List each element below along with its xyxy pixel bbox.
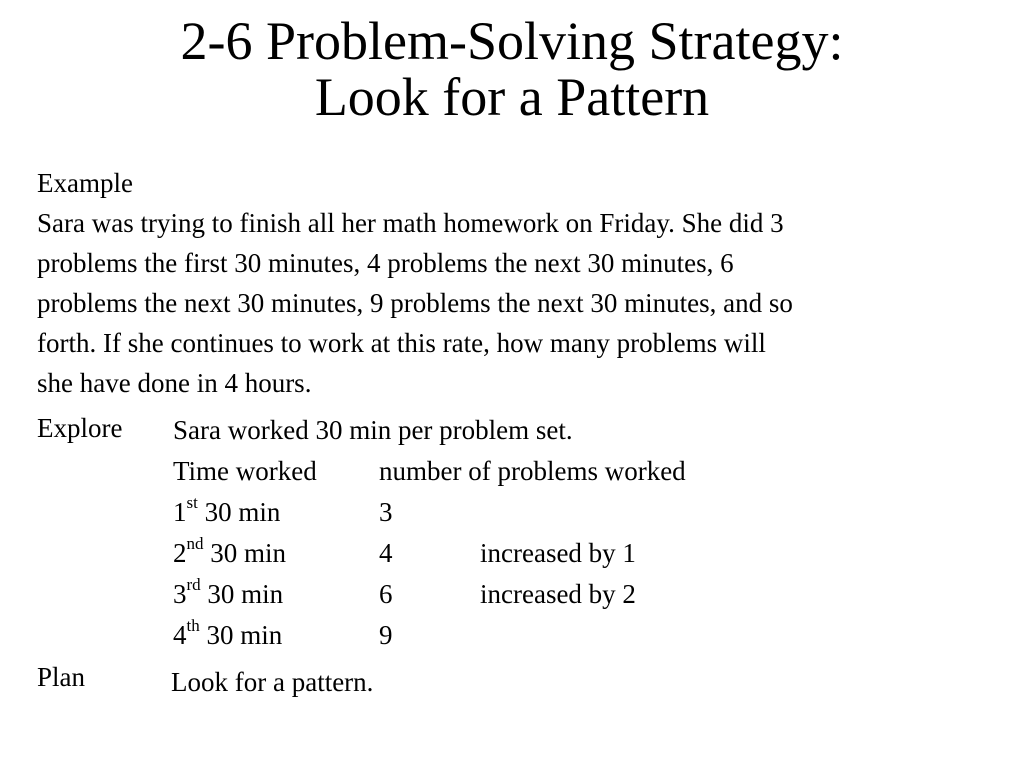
ordinal-suffix: rd	[186, 575, 201, 594]
count-cell: 3	[379, 497, 393, 527]
slide-title	[0, 11, 1024, 127]
problem-line: problems the next 30 minutes, 9 problems the next 30 minutes, and so	[37, 288, 793, 318]
title-line-1: 2-6 Problem-Solving Strategy:	[180, 11, 844, 71]
ordinal-suffix: nd	[186, 534, 204, 553]
time-cell	[173, 533, 286, 574]
table-row	[173, 533, 636, 574]
note-cell: increased by 1	[480, 538, 636, 568]
plan-text: Look for a pattern.	[171, 667, 374, 697]
ordinal-suffix: st	[186, 493, 198, 512]
time-unit: 30 min	[197, 497, 281, 527]
table-header-row	[173, 451, 686, 492]
ordinal-number: 4	[173, 620, 187, 650]
time-cell	[173, 492, 280, 533]
ordinal-number: 2	[173, 538, 187, 568]
problem-line: she have done in 4 hours.	[37, 368, 312, 398]
header-time-worked: Time worked	[173, 456, 317, 486]
time-cell	[173, 574, 283, 615]
table-row	[173, 574, 636, 615]
example-label: Example	[37, 168, 133, 198]
problem-line: Sara was trying to finish all her math homework on Friday. She did 3	[37, 208, 784, 238]
title-line-2: Look for a Pattern	[314, 67, 710, 127]
note-cell: increased by 2	[480, 579, 636, 609]
table-row	[173, 492, 573, 533]
table-row	[173, 615, 573, 656]
header-problems-worked: number of problems worked	[379, 456, 686, 486]
ordinal-suffix: th	[186, 616, 200, 635]
plan-label: Plan	[37, 662, 86, 692]
count-cell: 4	[379, 538, 393, 568]
time-unit: 30 min	[203, 538, 287, 568]
time-unit: 30 min	[200, 579, 284, 609]
problem-statement	[37, 203, 793, 403]
problem-line: forth. If she continues to work at this rate, how many problems will	[37, 328, 766, 358]
explore-label: Explore	[37, 413, 123, 443]
explore-sentence: Sara worked 30 min per problem set.	[173, 415, 573, 445]
time-unit: 30 min	[199, 620, 283, 650]
explore-section	[173, 410, 686, 656]
count-cell: 9	[379, 620, 393, 650]
time-cell	[173, 615, 282, 656]
problem-line: problems the first 30 minutes, 4 problems the next 30 minutes, 6	[37, 248, 734, 278]
ordinal-number: 1	[173, 497, 187, 527]
count-cell: 6	[379, 579, 393, 609]
ordinal-number: 3	[173, 579, 187, 609]
